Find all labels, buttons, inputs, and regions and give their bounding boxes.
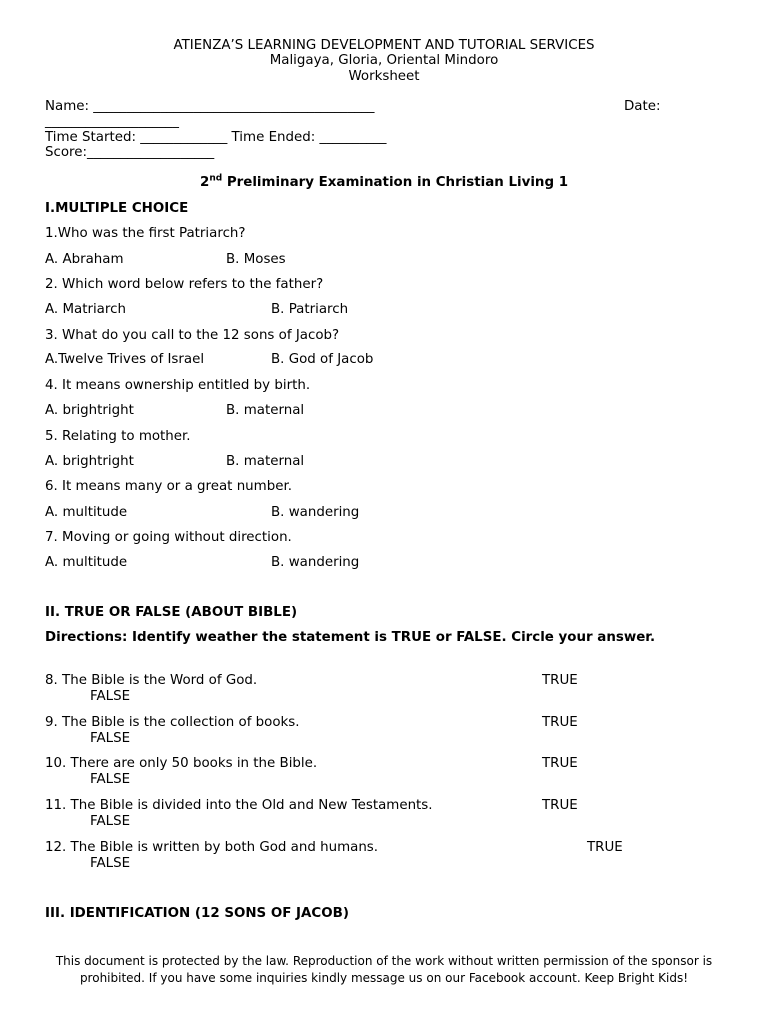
section-identification: III. IDENTIFICATION (12 SONS OF JACOB) <box>45 906 349 921</box>
score-field: Score:___________________ <box>45 145 215 160</box>
name-field: Name: __________________________________________ <box>45 99 375 114</box>
tf-true-option: TRUE <box>542 673 578 688</box>
mc-choice-b: B. God of Jacob <box>271 352 374 367</box>
mc-choice-b: B. wandering <box>271 505 360 520</box>
date-line: ____________________ <box>45 114 179 129</box>
tf-true-option: TRUE <box>587 840 623 855</box>
mc-question: 3. What do you call to the 12 sons of Jacob? <box>45 328 340 343</box>
mc-choice-b: B. Moses <box>226 252 286 267</box>
tf-statement: 12. The Bible is written by both God and humans. <box>45 840 379 855</box>
mc-choice-a: A. Matriarch <box>45 302 126 317</box>
mc-choice-a: A. Abraham <box>45 252 124 267</box>
tf-false-option: FALSE <box>90 772 131 787</box>
mc-choice-b: B. maternal <box>226 454 305 469</box>
date-label: Date: <box>624 99 661 114</box>
mc-choice-b: B. maternal <box>226 403 305 418</box>
org-name: ATIENZA’S LEARNING DEVELOPMENT AND TUTORIAL SERVICES <box>173 38 595 53</box>
tf-directions: Directions: Identify weather the statement is TRUE or FALSE. Circle your answer. <box>45 630 656 645</box>
tf-statement: 10. There are only 50 books in the Bible. <box>45 756 318 771</box>
mc-question: 5. Relating to mother. <box>45 429 191 444</box>
tf-statement: 11. The Bible is divided into the Old and New Testaments. <box>45 798 433 813</box>
doc-type: Worksheet <box>348 69 420 84</box>
mc-question: 4. It means ownership entitled by birth. <box>45 378 311 393</box>
tf-true-option: TRUE <box>542 756 578 771</box>
mc-question: 2. Which word below refers to the father? <box>45 277 324 292</box>
tf-statement: 8. The Bible is the Word of God. <box>45 673 258 688</box>
tf-false-option: FALSE <box>90 689 131 704</box>
mc-choice-a: A. multitude <box>45 555 128 570</box>
mc-choice-a: A. brightright <box>45 403 134 418</box>
tf-true-option: TRUE <box>542 798 578 813</box>
section-true-false: II. TRUE OR FALSE (ABOUT BIBLE) <box>45 605 298 620</box>
tf-false-option: FALSE <box>90 856 131 871</box>
exam-title-text: Preliminary Examination in Christian Living 1 <box>222 175 569 190</box>
mc-choice-b: B. wandering <box>271 555 360 570</box>
mc-choice-b: B. Patriarch <box>271 302 349 317</box>
section-multiple-choice: I.MULTIPLE CHOICE <box>45 201 189 216</box>
mc-choice-a: A.Twelve Trives of Israel <box>45 352 205 367</box>
exam-title-ordinal: 2 <box>199 175 210 190</box>
time-field: Time Started: _____________ Time Ended: __________ <box>45 130 387 145</box>
org-location: Maligaya, Gloria, Oriental Mindoro <box>269 53 499 68</box>
mc-question: 7. Moving or going without direction. <box>45 530 292 545</box>
mc-question: 1.Who was the first Patriarch? <box>45 226 246 241</box>
tf-statement: 9. The Bible is the collection of books. <box>45 715 300 730</box>
tf-true-option: TRUE <box>542 715 578 730</box>
mc-choice-a: A. brightright <box>45 454 134 469</box>
exam-title <box>0 175 768 191</box>
mc-choice-a: A. multitude <box>45 505 128 520</box>
mc-question: 6. It means many or a great number. <box>45 479 292 494</box>
tf-false-option: FALSE <box>90 814 131 829</box>
copyright-footer: This document is protected by the law. Reproduction of the work without written permission of the sponsor is prohibited. If you have some inquiries kindly message us on our Facebook account. Keep Bright Kids! <box>55 954 713 985</box>
tf-false-option: FALSE <box>90 731 131 746</box>
exam-title-sup: nd <box>209 173 223 184</box>
